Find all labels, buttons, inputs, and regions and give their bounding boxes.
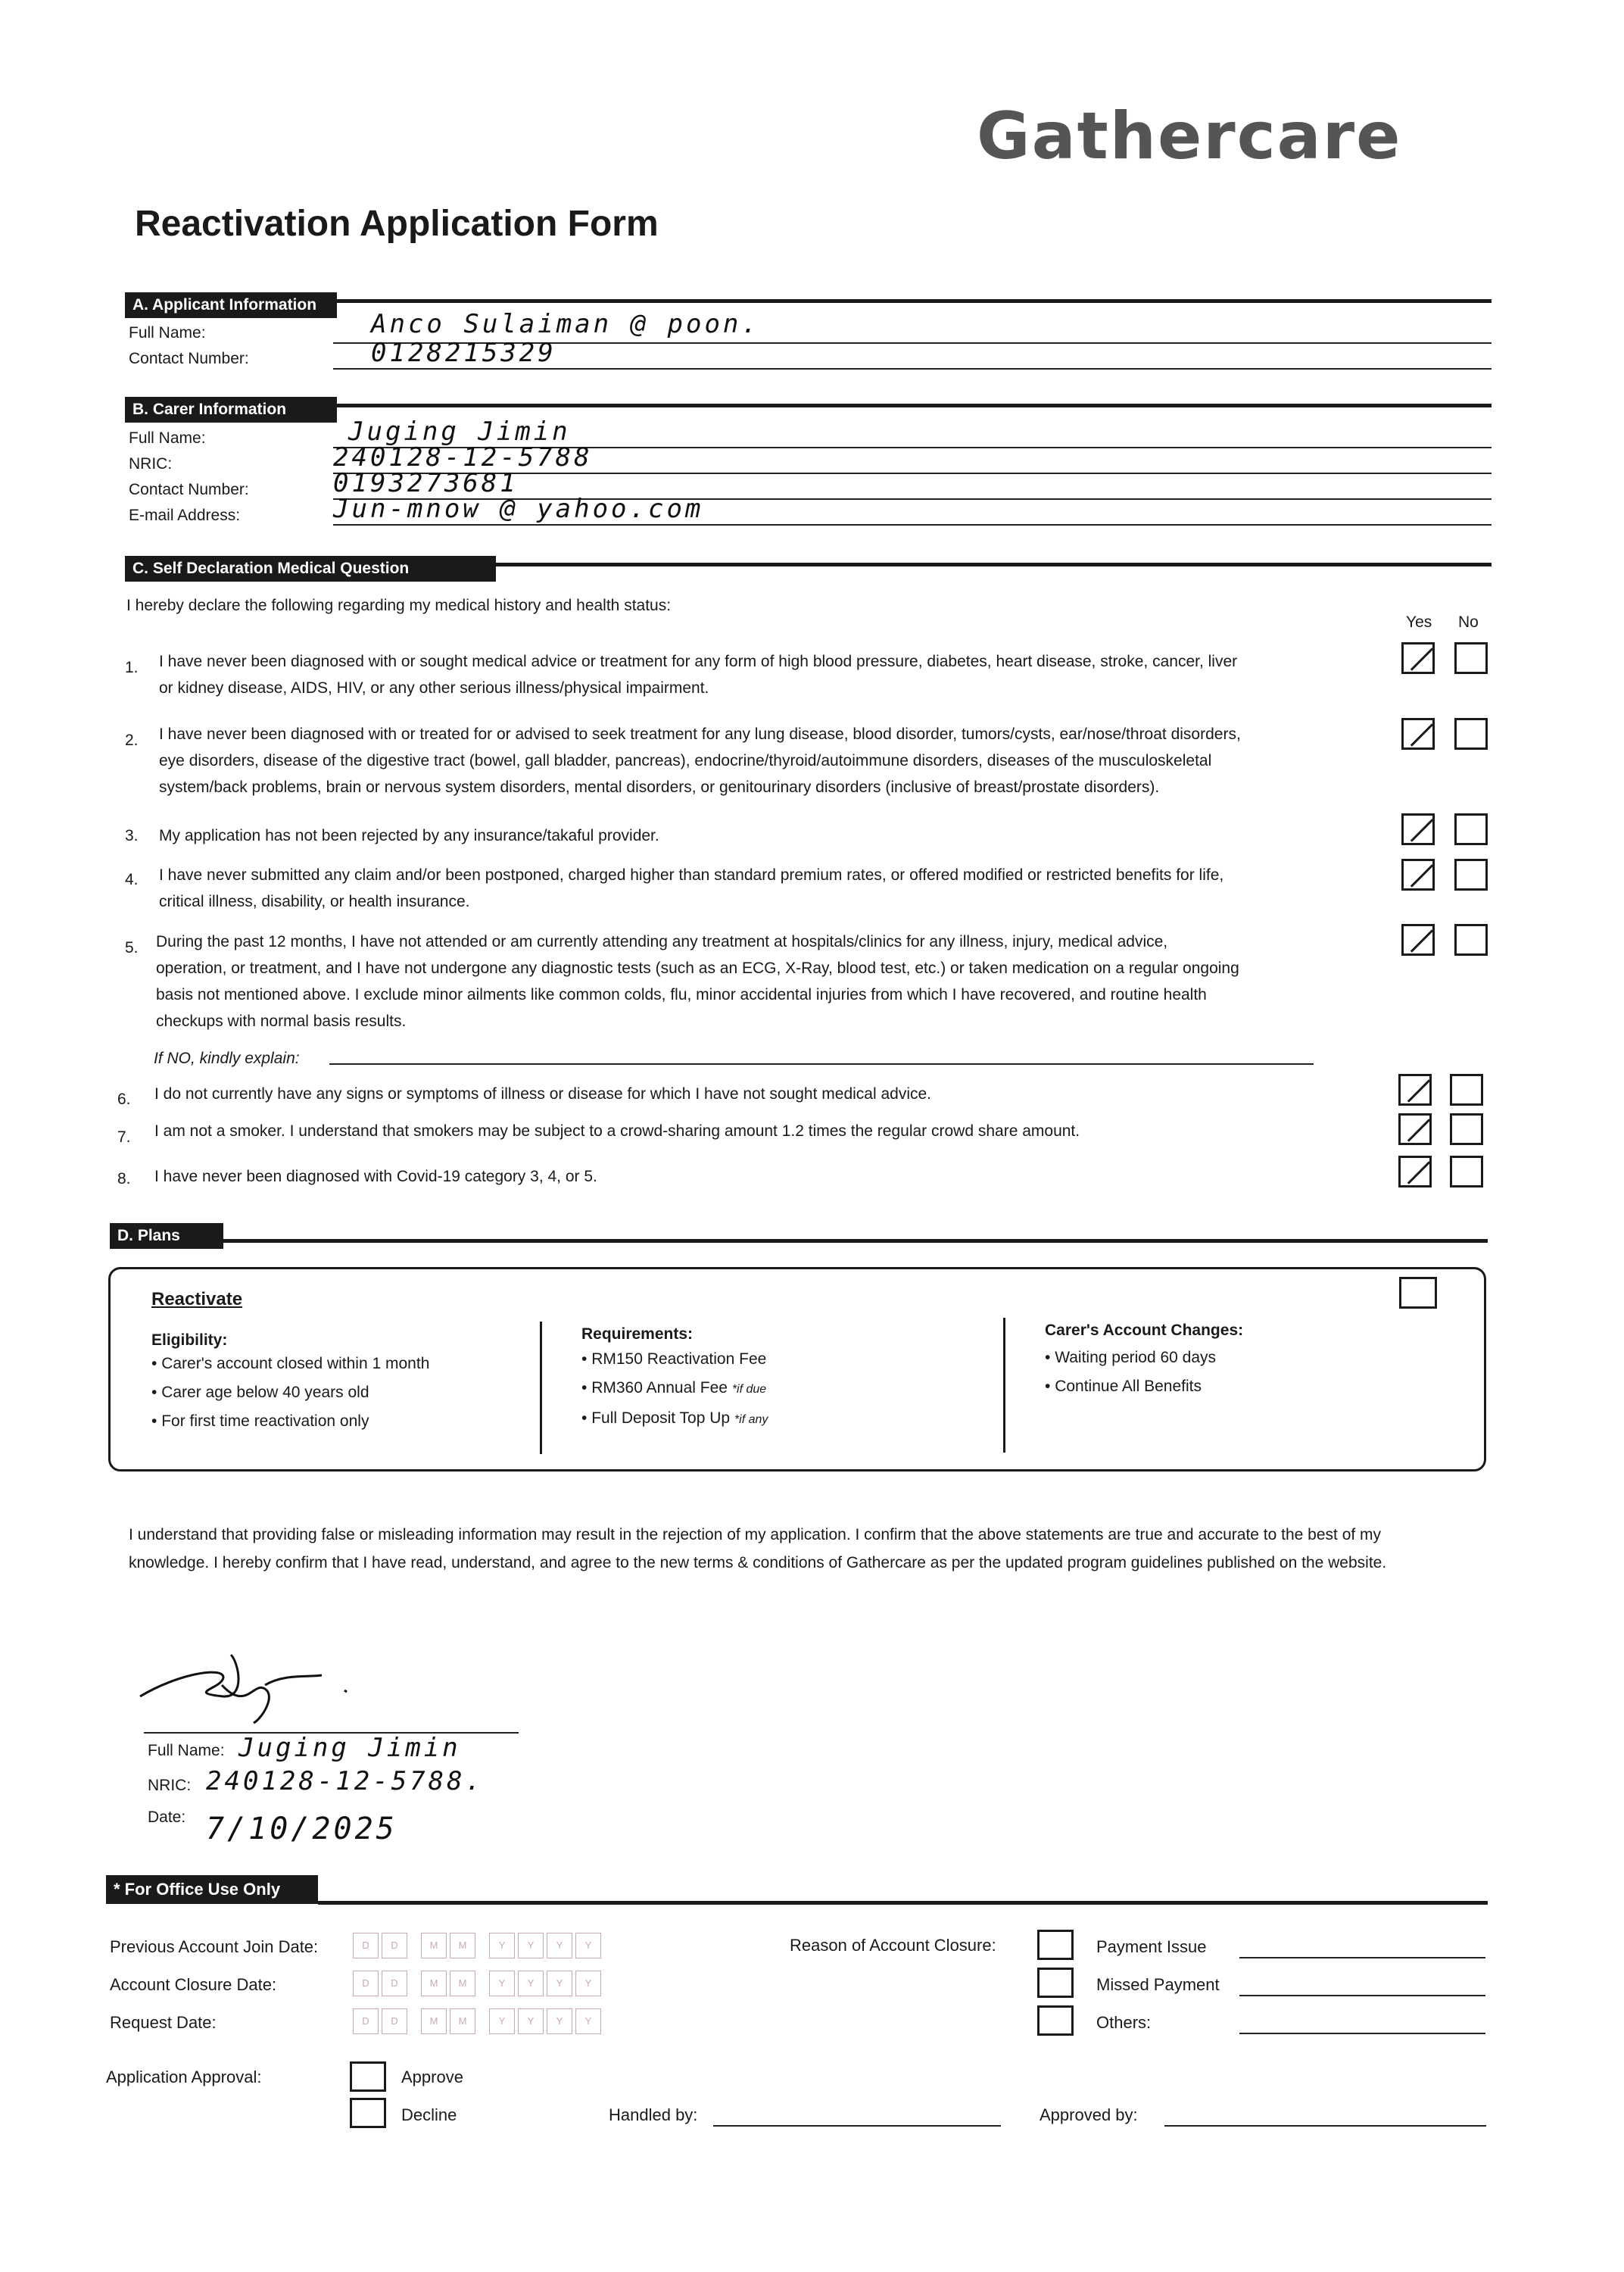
question-6-yes-checkbox[interactable] [1398,1074,1432,1106]
question-1-no-checkbox[interactable] [1454,642,1488,674]
prev-join-date-label: Previous Account Join Date: [110,1937,319,1956]
question-4-yes-checkbox[interactable] [1401,859,1435,891]
reason-others-line[interactable] [1239,2033,1485,2034]
question-8-number: 8. [117,1170,131,1187]
question-1-text: I have never been diagnosed with or sought medical advice or treatment for any form of high blood pressure, diabetes, heart disease, stroke, cancer, liver or kidney disease, AIDS, HIV, or any other serious illness/physical impairment. [159,653,1238,697]
section-b-rule [337,404,1492,407]
carer-email-label: E-mail Address: [129,507,241,524]
section-b-header: B. Carer Information [125,397,337,423]
requirements-list [581,1345,768,1434]
reason-payment-issue-label: Payment Issue [1096,1937,1207,1956]
question-3-text: My application has not been rejected by any insurance/takaful provider. [159,827,659,844]
applicant-full-name-value[interactable]: Anco Sulaiman @ poon. [371,309,760,339]
if-no-explain-line[interactable] [329,1063,1314,1065]
sig-nric-label: NRIC: [148,1777,192,1794]
approval-label: Application Approval: [106,2068,262,2086]
carer-nric-label: NRIC: [129,455,173,473]
reason-missed-payment-checkbox[interactable] [1037,1968,1074,1998]
carer-email-line [333,524,1492,526]
applicant-contact-line [333,368,1492,370]
requirement-item: • RM150 Reactivation Fee [581,1350,767,1368]
plan-name: Reactivate [151,1289,243,1309]
approved-by-label: Approved by: [1040,2105,1138,2124]
question-7-yes-checkbox[interactable] [1398,1113,1432,1145]
handled-by-line[interactable] [713,2125,1001,2127]
section-d-rule [223,1239,1488,1243]
carer-contact-label: Contact Number: [129,481,249,498]
requirement-item: • RM360 Annual Fee *if due [581,1379,767,1397]
changes-title: Carer's Account Changes: [1045,1322,1244,1339]
prev-join-date-boxes[interactable]: D D M M Y Y Y Y [353,1933,601,1958]
if-no-explain-label: If NO, kindly explain: [154,1050,300,1067]
sig-nric-value[interactable]: 240128-12-5788. [206,1766,485,1796]
request-date-label: Request Date: [110,2013,217,2032]
question-6-number: 6. [117,1091,131,1108]
question-6-text: I do not currently have any signs or symptoms of illness or disease for which I have not sought medical advice. [154,1085,932,1103]
sig-date-label: Date: [148,1809,186,1826]
section-c-rule [496,563,1492,566]
eligibility-title: Eligibility: [151,1331,228,1349]
sig-date-value[interactable]: 7/10/2025 [206,1812,397,1846]
question-5-text: During the past 12 months, I have not attended or am currently attending any treatment at hospitals/clinics for any illness, injury, medical advice, operation, or treatment, and I have not undergone any diagnostic tests (such as an ECG, X-Ray, blood test, etc.) or taken medication on a regular ongoing basis not mentioned above. I exclude minor ailments like common colds, flu, minor accidental injuries from which I have recovered, and routine health checkups with normal basis results. [156,933,1239,1030]
applicant-contact-label: Contact Number: [129,350,249,367]
sig-full-name-label: Full Name: [148,1742,225,1759]
change-item: • Waiting period 60 days [1045,1349,1217,1366]
office-use-header: * For Office Use Only [106,1875,318,1904]
reason-missed-payment-label: Missed Payment [1096,1975,1220,1994]
decline-checkbox[interactable] [350,2098,386,2128]
reason-payment-issue-line[interactable] [1239,1957,1485,1958]
section-d-header: D. Plans [110,1223,223,1249]
question-3-yes-checkbox[interactable] [1401,813,1435,845]
question-7-no-checkbox[interactable] [1450,1113,1483,1145]
plan-reactivate-checkbox[interactable] [1399,1277,1437,1309]
declaration-text: I understand that providing false or misleading information may result in the rejection of my application. I confirm that the above statements are true and accurate to the best of my knowledge. I hereby confirm that I have read, understand, and agree to the new terms & conditions of Gathercare as per the updated program guidelines published on the website. [129,1526,1387,1571]
no-column-label: No [1458,613,1479,631]
question-2-text: I have never been diagnosed with or treated for or advised to seek treatment for any lung disease, blood disorder, tumors/cysts, ear/nose/throat disorders, eye disorders, disease of the digestive tract (bowel, gall bladder, pancreas), endocrine/thyroid/autoimmune disorders, diseases of the musculoskeletal system/back problems, brain or nervous system disorders, mental disorders, or genitourinary disorders (inclusive of breast/prostate disorders). [159,726,1241,796]
section-c-intro: I hereby declare the following regarding my medical history and health status: [126,597,672,614]
carer-nric-value[interactable]: 240128-12-5788 [333,442,593,473]
approve-label: Approve [401,2068,463,2086]
reason-others-checkbox[interactable] [1037,2005,1074,2036]
carer-full-name-value[interactable]: Juging Jimin [348,417,571,447]
carer-full-name-label: Full Name: [129,429,206,447]
question-7-number: 7. [117,1128,131,1146]
question-4-text: I have never submitted any claim and/or been postponed, charged higher than standard premium rates, or offered modified or restricted benefits for life, critical illness, disability, or health insurance. [159,866,1224,910]
approve-checkbox[interactable] [350,2061,386,2092]
request-date-boxes[interactable]: D D M M Y Y Y Y [353,2008,601,2034]
question-6-no-checkbox[interactable] [1450,1074,1483,1106]
plan-divider-1 [540,1322,542,1454]
section-a-rule [337,299,1492,303]
question-2-number: 2. [125,732,139,749]
change-item: • Continue All Benefits [1045,1378,1202,1395]
question-4-number: 4. [125,871,139,888]
closure-date-boxes[interactable]: D D M M Y Y Y Y [353,1971,601,1996]
question-5-yes-checkbox[interactable] [1401,924,1435,956]
applicant-contact-value[interactable]: 0128215329 [371,338,556,368]
decline-label: Decline [401,2105,457,2124]
eligibility-item: • For first time reactivation only [151,1412,369,1430]
reason-others-label: Others: [1096,2013,1152,2032]
handled-by-label: Handled by: [609,2105,698,2124]
question-5-no-checkbox[interactable] [1454,924,1488,956]
requirements-title: Requirements: [581,1325,694,1343]
question-3-number: 3. [125,827,139,844]
question-5-number: 5. [125,939,139,957]
signature-mark [132,1643,360,1727]
carer-email-value[interactable]: Jun-mnow @ yahoo.com [333,494,704,524]
reason-payment-issue-checkbox[interactable] [1037,1930,1074,1960]
eligibility-item: • Carer age below 40 years old [151,1384,369,1401]
requirement-item: • Full Deposit Top Up *if any [581,1409,768,1427]
question-8-text: I have never been diagnosed with Covid-19 category 3, 4, or 5. [154,1168,597,1185]
question-4-no-checkbox[interactable] [1454,859,1488,891]
carer-contact-value[interactable]: 0193273681 [333,468,519,498]
eligibility-list [151,1350,429,1436]
question-2-yes-checkbox[interactable] [1401,718,1435,750]
reason-missed-payment-line[interactable] [1239,1995,1485,1996]
question-8-no-checkbox[interactable] [1450,1156,1483,1187]
approved-by-line[interactable] [1164,2125,1486,2127]
question-1-number: 1. [125,659,139,676]
office-use-rule [318,1901,1488,1905]
form-title: Reactivation Application Form [135,204,659,244]
plan-divider-2 [1003,1318,1005,1453]
closure-date-label: Account Closure Date: [110,1975,277,1994]
section-c-header: C. Self Declaration Medical Question [125,556,496,582]
applicant-full-name-label: Full Name: [129,324,206,342]
question-2-no-checkbox[interactable] [1454,718,1488,750]
section-a-header: A. Applicant Information [125,292,337,318]
question-3-no-checkbox[interactable] [1454,813,1488,845]
brand-logo: Gathercare [977,98,1402,174]
yes-column-label: Yes [1406,613,1432,631]
question-8-yes-checkbox[interactable] [1398,1156,1432,1187]
sig-full-name-value[interactable]: Juging Jimin [238,1733,461,1763]
question-7-text: I am not a smoker. I understand that smokers may be subject to a crowd-sharing amount 1.2 times the regular crowd share amount. [154,1122,1080,1140]
reason-closure-label: Reason of Account Closure: [790,1936,996,1955]
question-1-yes-checkbox[interactable] [1401,642,1435,674]
changes-list [1045,1344,1216,1401]
eligibility-item: • Carer's account closed within 1 month [151,1355,430,1372]
